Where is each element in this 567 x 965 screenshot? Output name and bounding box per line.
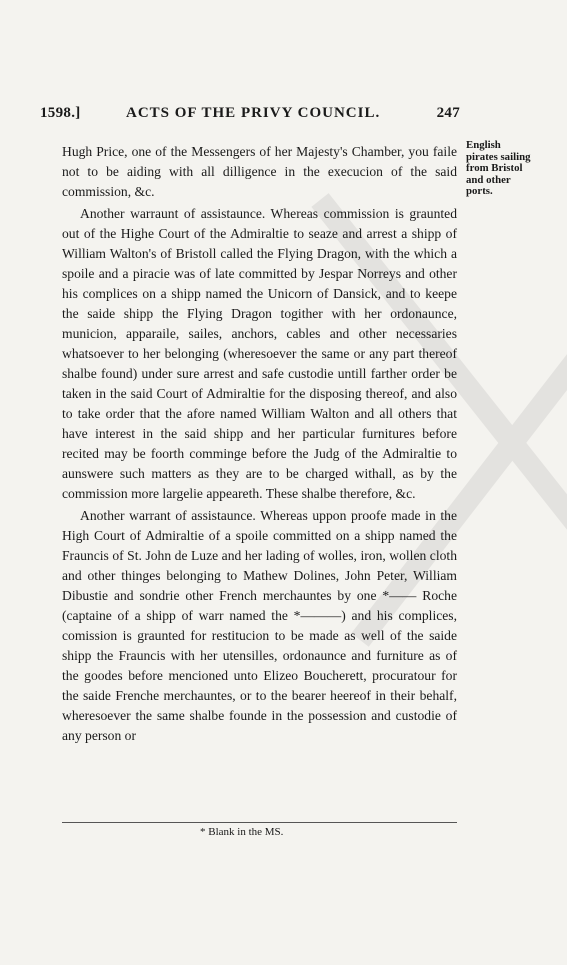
header-year: 1598.]: [40, 105, 81, 121]
margin-note-line: from Bristol: [466, 162, 523, 174]
footnote: * Blank in the MS.: [200, 826, 284, 838]
header-title: ACTS OF THE PRIVY COUNCIL.: [126, 105, 381, 121]
margin-note: [466, 140, 562, 198]
running-header: [40, 105, 460, 127]
margin-note-line: and other: [466, 173, 511, 186]
paragraph: Another warraunt of assistaunce. Whereas commission is graunted out of the Highe Court of the Admiraltie to seaze and arrest a shipp of William Walton's of Bristoll called the Flying Dragon, with the which a spoile and a piracie was of late committed by Jespar Norreys and other his complices on a shipp named the Unicorn of Dansick, and to keepe the saide shipp the Flying Dragon togither with her ordonaunce, municion, apparaile, sailes, anchors, cables and other necessaries whatsoever to her belonging (wheresoever the same or any part thereof shalbe found) under sure arrest and safe custodie untill farther order be taken in the said Court of Admiraltie for the disposing thereof, and also to take order that the afore named William Walton and all others that have interest in the said shipp and her particular furnitures before recited may be foorth comminge before the Judg of the Admiraltie to aunswere such matters as they are to be charged withall, as by the commission more largelie appeareth. These shalbe therefore, &c.: [62, 206, 457, 501]
page-number: 247: [436, 105, 460, 121]
footnote-divider: [62, 822, 457, 823]
paragraph: Another warrant of assistaunce. Whereas uppon proofe made in the High Court of Admiraltie of a spoile committed on a shipp named the Frauncis of St. John de Luze and her lading of wolles, iron, wollen cloth and other thinges belonging to Mathew Dolines, John Peter, William Dibustie and sondrie other French merchauntes by one *—— Roche (captaine of a shipp of warr named the *———) and his complices, comission is graunted for restitucion to be made as well of the saide shipp the Frauncis with her utensilles, ordonaunce and furniture as of the goodes before mencioned unto Elizeo Boucherett, procuratour for the saide Frenche merchauntes, or to the bearer heereof in their behalf, wheresoever the same shalbe founde in the possession and custodie of any person or: [62, 508, 457, 743]
paragraph: Hugh Price, one of the Messengers of her Majesty's Chamber, you faile not to be aiding with all dilligence in the execucion of the said commission, &c.: [62, 144, 457, 199]
margin-note-line: English: [466, 139, 501, 151]
margin-note-line: ports.: [466, 185, 493, 197]
body-text: [62, 142, 457, 748]
margin-note-line: pirates sailing: [466, 150, 531, 163]
